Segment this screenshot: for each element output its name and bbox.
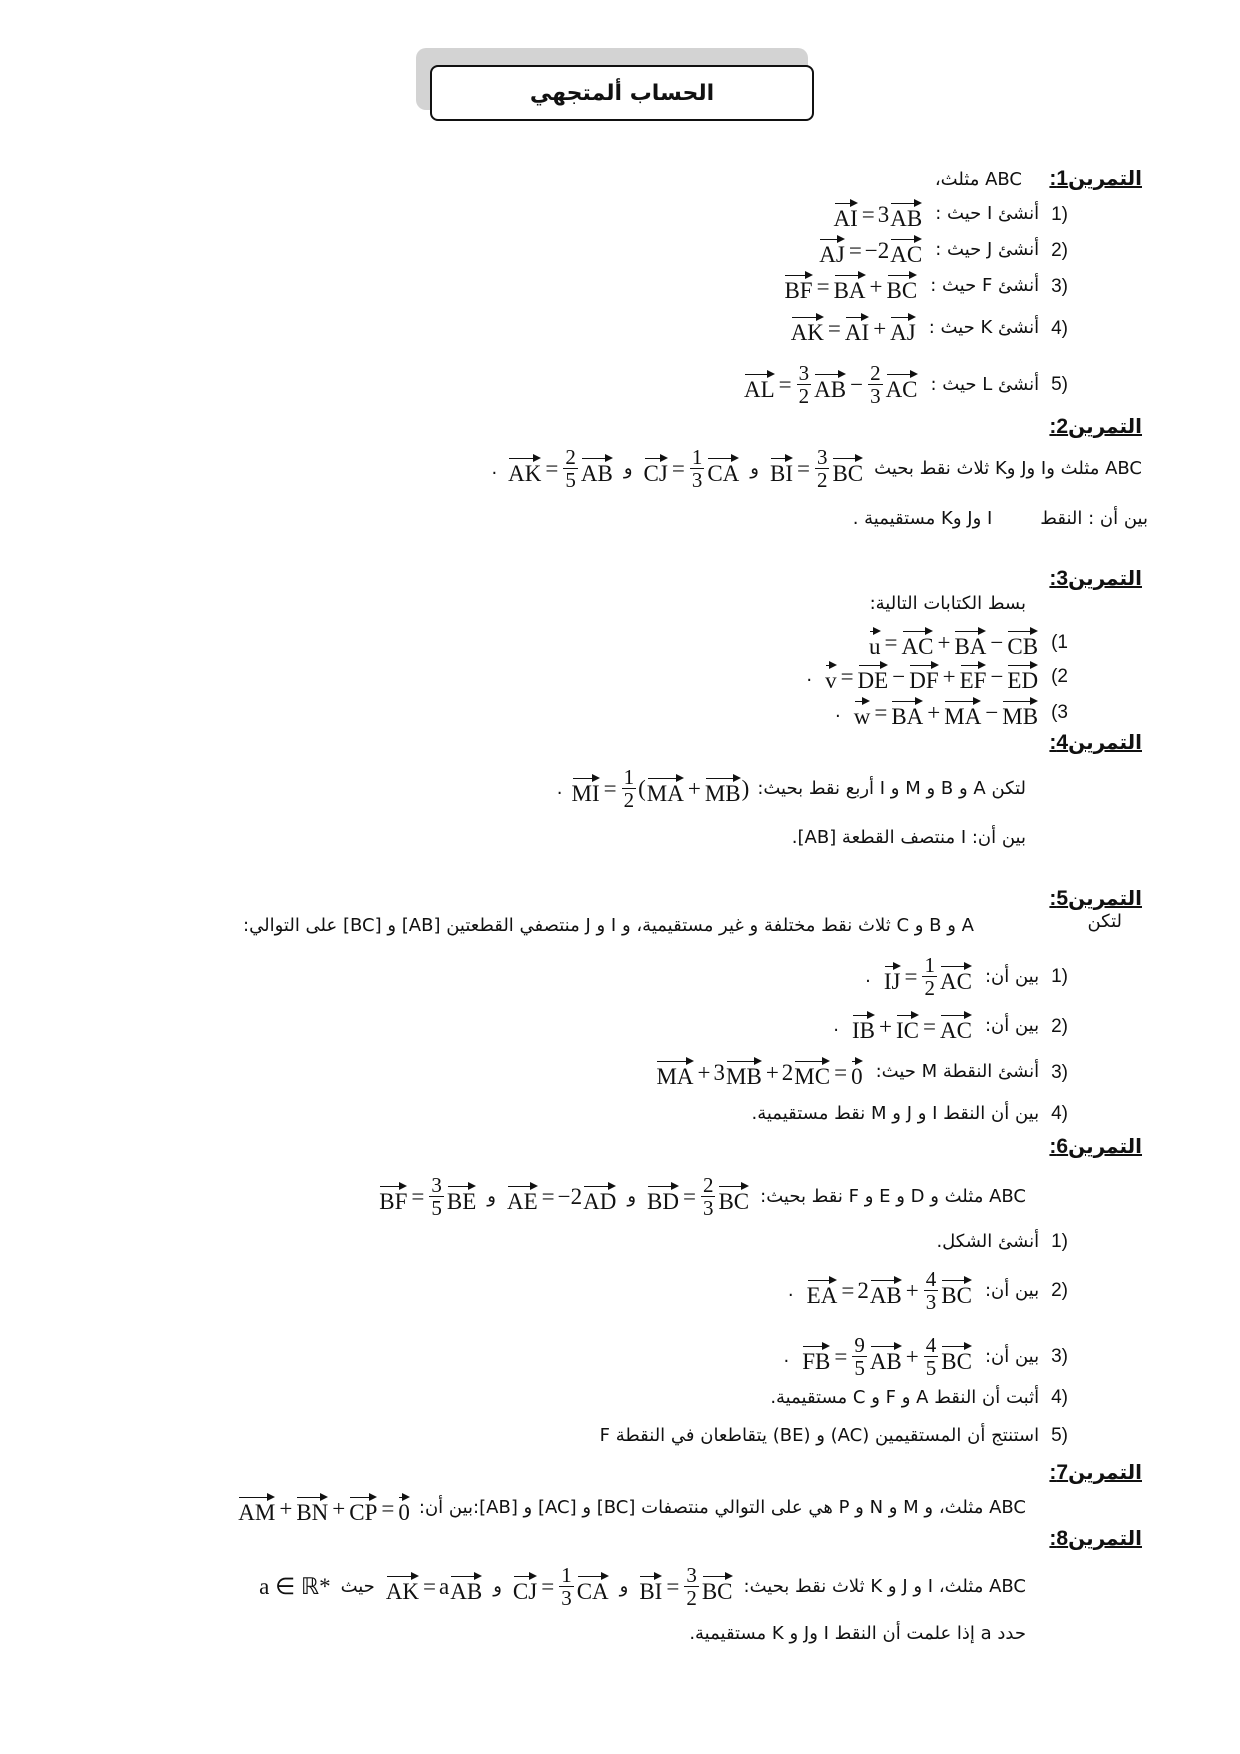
operator: = (827, 315, 841, 341)
exercise-label: التمرين (1068, 1526, 1142, 1550)
vector: DE (858, 660, 889, 692)
item-math (851, 1010, 973, 1042)
exercise-label: التمرين (1068, 566, 1142, 590)
exercise-7-heading (1049, 1460, 1142, 1485)
vector: BC (702, 1571, 733, 1603)
fraction (690, 446, 705, 491)
fraction (852, 1334, 867, 1379)
item-text: أنشئ الشكل. (936, 1230, 1040, 1252)
list-item (770, 1388, 1068, 1407)
item-number: 3) (1051, 275, 1068, 297)
operator: + (937, 629, 951, 655)
vector: AB (450, 1571, 482, 1603)
fraction (429, 1174, 444, 1219)
vector: AB (890, 198, 922, 230)
item-text: أنشئ K حيث : (928, 317, 1040, 338)
math-term: 2 (781, 1059, 794, 1085)
math-term: −2 (557, 1184, 583, 1210)
vector: MC (794, 1056, 830, 1088)
operator: = (411, 1184, 425, 1210)
operator: + (279, 1495, 293, 1521)
operator: + (942, 663, 956, 689)
ex4-math (571, 766, 750, 811)
vector: EF (960, 660, 987, 692)
ex2-math-bi (769, 446, 864, 491)
exercise-label: التمرين (1068, 730, 1142, 754)
operator: = (541, 1574, 555, 1600)
vector: MA (656, 1056, 693, 1088)
item-text: أنشئ I حيث : (935, 203, 1040, 224)
fraction (563, 446, 578, 491)
fraction-denominator: 5 (925, 1356, 937, 1381)
vector: BC (832, 453, 863, 485)
vector: AJ (890, 312, 916, 344)
ex6-math-bd (646, 1174, 750, 1219)
fraction-numerator: 3 (431, 1173, 442, 1197)
exercise-3-heading (1049, 566, 1142, 591)
item-math (655, 1056, 863, 1088)
fraction-numerator: 4 (925, 1333, 937, 1357)
ex6-math-ae (506, 1181, 617, 1213)
fraction (924, 1268, 939, 1313)
item-text: أنشئ النقطة M حيث: (875, 1061, 1040, 1082)
item-text: بين أن: (984, 1345, 1040, 1367)
operator: − (892, 663, 906, 689)
operator: + (879, 1013, 892, 1039)
vector: BA (954, 626, 986, 658)
item-text: بين أن النقط I و J و M نقط مستقيمية. (751, 1102, 1040, 1124)
item-math (743, 362, 919, 407)
item-number: (2 (1051, 665, 1068, 687)
vector: AC (886, 369, 918, 401)
ex6-math-bf (378, 1174, 477, 1219)
ex1-intro-text: ABC مثلث، (934, 169, 1022, 190)
fraction-numerator: 1 (924, 953, 935, 977)
page-title: الحساب ألمتجهي (430, 65, 814, 121)
ex4-line2-text: بين أن: I منتصف القطعة [AB]. (791, 827, 1026, 848)
item-number: 4) (1051, 1103, 1068, 1124)
item-number: 2) (1051, 1280, 1068, 1302)
ex2-and-1: و (750, 457, 759, 479)
operator: + (905, 1344, 919, 1370)
vector: AB (581, 453, 613, 485)
vector: 0 (851, 1056, 863, 1088)
item-text: أنشئ J حيث : (935, 239, 1040, 260)
vector: AC (940, 1010, 972, 1042)
list-item (865, 954, 1068, 999)
fraction-denominator: 3 (925, 1290, 937, 1315)
operator: = (778, 372, 792, 398)
exercise-2-heading (1049, 414, 1142, 439)
fraction (924, 1334, 939, 1379)
exercise-5-heading (1049, 886, 1142, 911)
fraction-numerator: 1 (561, 1563, 572, 1587)
fraction-denominator: 2 (924, 976, 935, 1001)
list-item (783, 1334, 1068, 1379)
item-math (818, 234, 923, 266)
vector: BA (891, 696, 923, 728)
vector: AB (814, 369, 846, 401)
ex8-line2 (689, 1624, 1026, 1643)
vector: IJ (884, 961, 901, 993)
ex2-line2 (853, 510, 1148, 528)
ex2-line2-a: بين أن : النقط (1040, 508, 1148, 529)
list-item (790, 312, 1068, 344)
vector: CJ (644, 453, 668, 485)
list-item (751, 1104, 1068, 1123)
operator: = (834, 1059, 848, 1085)
item-math (806, 1268, 973, 1313)
exercise-number: 6: (1049, 1135, 1069, 1158)
item-number: 5) (1051, 374, 1068, 396)
item-math (868, 626, 1039, 658)
list-item (868, 626, 1068, 658)
operator: = (666, 1574, 680, 1600)
vector: AI (834, 198, 858, 230)
fraction-numerator: 3 (816, 445, 828, 469)
ex4-line2 (792, 828, 1026, 847)
ex8-math-cj (512, 1564, 610, 1609)
exercise-number: 8: (1049, 1527, 1069, 1550)
operator: + (765, 1059, 779, 1085)
ex8-math-bi (638, 1564, 733, 1609)
operator: = (682, 1184, 696, 1210)
fraction-denominator: 3 (561, 1586, 572, 1611)
ex5-word (1087, 912, 1122, 931)
exercise-label: التمرين (1068, 414, 1142, 438)
operator: + (873, 315, 887, 341)
vector: CJ (513, 1571, 537, 1603)
item-number: 4) (1051, 317, 1068, 339)
exercise-1-heading (1049, 166, 1142, 191)
vector: BI (770, 453, 793, 485)
ex6-intro (378, 1174, 1026, 1219)
exercise-number: 4: (1049, 731, 1069, 754)
ex7-text: ABC مثلث، و M و N و P هي على التوالي منتصفات [BC] و [AC] و [AB]:بين أن: (418, 1497, 1026, 1518)
math-term: ) (741, 776, 750, 802)
ex5-word-text: لتكن (1087, 911, 1122, 932)
ex4-dot: . (556, 777, 563, 799)
item-suffix: . (865, 965, 871, 987)
ex7-line (237, 1492, 1026, 1524)
vector: BF (784, 270, 812, 302)
ex2-dot: . (491, 457, 498, 479)
list-item (818, 234, 1068, 266)
exercise-6-heading (1049, 1134, 1142, 1159)
ex8-line1 (259, 1564, 1026, 1609)
list-item (655, 1056, 1068, 1088)
vector: BD (647, 1181, 679, 1213)
fraction (922, 954, 937, 999)
fraction-denominator: 5 (431, 1196, 442, 1221)
ex7-math (237, 1492, 411, 1524)
vector: MB (705, 773, 741, 805)
operator: + (927, 699, 941, 725)
list-item (833, 198, 1068, 230)
item-math (801, 1334, 973, 1379)
ex2-math-ak (507, 446, 614, 491)
vector: BE (447, 1181, 476, 1213)
operator: = (816, 273, 830, 299)
item-math (783, 270, 918, 302)
vector: AK (386, 1571, 419, 1603)
vector: AD (583, 1181, 616, 1213)
ex8-a-set: a ∈ ℝ* (259, 1574, 331, 1600)
operator: + (697, 1059, 711, 1085)
item-suffix: . (834, 701, 841, 722)
fraction (815, 446, 830, 491)
operator: + (332, 1495, 346, 1521)
fraction (684, 1564, 699, 1609)
item-number: 2) (1051, 239, 1068, 261)
ex8-text: ABC مثلث، I و J و K ثلاث نقط بحيث: (743, 1575, 1026, 1597)
ex8-and-1: و (619, 1575, 629, 1597)
fraction (868, 362, 883, 407)
fraction-numerator: 2 (870, 361, 881, 385)
fraction-denominator: 2 (686, 1586, 697, 1611)
operator: − (985, 699, 999, 725)
vector: AL (744, 369, 775, 401)
list-item (835, 696, 1068, 728)
operator: = (381, 1495, 395, 1521)
vector: ED (1007, 660, 1038, 692)
vector: MA (944, 696, 981, 728)
vector: BA (834, 270, 866, 302)
vector: AI (845, 312, 869, 344)
vector: BC (718, 1181, 749, 1213)
operator: = (884, 629, 898, 655)
item-text: بين أن: (984, 965, 1040, 987)
ex4-line1-text: لتكن A و B و M و I أربع نقط بحيث: (757, 777, 1026, 799)
item-math (790, 312, 917, 344)
exercise-number: 1: (1049, 167, 1069, 190)
operator: = (840, 663, 854, 689)
ex1-intro (935, 170, 1022, 189)
item-suffix: . (783, 1345, 790, 1367)
ex4-line1 (557, 766, 1026, 811)
item-number: 3) (1051, 1346, 1068, 1368)
ex2-line1-text: ABC مثلث وI وJ وK ثلاث نقط بحيث (874, 457, 1142, 479)
ex6-intro-text: ABC مثلث و D و E و F نقط بحيث: (760, 1185, 1026, 1207)
ex5-intro-text: A و B و C ثلاث نقط مختلفة و غير مستقيمية، و I و J منتصفي القطعتين [AB] و [BC] على التوالي: (243, 915, 974, 936)
vector: AC (902, 626, 934, 658)
item-suffix: . (833, 1015, 840, 1036)
list-item (743, 362, 1068, 407)
math-term: −2 (864, 237, 890, 263)
vector: DF (909, 660, 938, 692)
ex2-math-cj (643, 446, 741, 491)
ex2-line2-b: I وJ وK مستقيمية . (852, 508, 993, 529)
vector: AJ (819, 234, 845, 266)
vector: CA (707, 453, 739, 485)
operator: = (423, 1574, 437, 1600)
vector: BC (941, 1341, 972, 1373)
item-math (883, 954, 973, 999)
fraction-numerator: 9 (854, 1333, 865, 1357)
vector: BF (379, 1181, 407, 1213)
item-number: 3) (1051, 1061, 1068, 1083)
ex8-math-ak (385, 1571, 483, 1603)
vector: BN (296, 1492, 328, 1524)
exercise-number: 3: (1049, 567, 1069, 590)
ex8-and-2: و (493, 1575, 502, 1597)
fraction-denominator: 2 (816, 468, 828, 493)
operator: = (545, 456, 559, 482)
fraction-numerator: 1 (623, 765, 635, 789)
vector: AB (870, 1341, 902, 1373)
operator: = (671, 456, 685, 482)
exercise-label: التمرين (1068, 886, 1142, 910)
operator: − (990, 663, 1004, 689)
item-text: بين أن: (984, 1015, 1040, 1036)
item-number: (3 (1051, 701, 1068, 723)
ex3-intro-text: بسط الكتابات التالية: (869, 593, 1026, 614)
vector: v (825, 660, 837, 692)
operator: = (861, 201, 875, 227)
item-text: بين أن: (984, 1279, 1040, 1301)
list-item (600, 1426, 1068, 1445)
fraction-denominator: 3 (691, 468, 703, 493)
vector: IC (896, 1010, 919, 1042)
vector: BC (887, 270, 918, 302)
exercise-number: 2: (1049, 415, 1069, 438)
vector: MB (726, 1056, 762, 1088)
operator: + (905, 1278, 919, 1304)
vector: u (869, 626, 881, 658)
math-term: 3 (713, 1059, 726, 1085)
ex3-intro (870, 594, 1026, 613)
fraction-numerator: 2 (702, 1173, 714, 1197)
vector: MI (572, 773, 600, 805)
vector: 0 (398, 1492, 410, 1524)
item-number: 1) (1051, 966, 1068, 988)
item-number: 1) (1051, 203, 1068, 225)
item-math (824, 660, 1039, 692)
operator: = (923, 1013, 936, 1039)
vector: FB (802, 1341, 830, 1373)
vector: AK (791, 312, 824, 344)
operator: = (834, 1344, 848, 1370)
math-term: ( (638, 776, 646, 802)
item-suffix: . (787, 1279, 794, 1301)
vector: CB (1007, 626, 1038, 658)
fraction-denominator: 2 (798, 384, 810, 409)
exercise-4-heading (1049, 730, 1142, 755)
exercise-label: التمرين (1068, 1460, 1142, 1484)
operator: = (796, 456, 810, 482)
vector: BI (639, 1571, 662, 1603)
list-item (833, 1010, 1068, 1042)
fraction-numerator: 3 (798, 361, 810, 385)
list-item (806, 660, 1068, 692)
list-item (783, 270, 1068, 302)
operator: − (850, 372, 864, 398)
operator: = (541, 1184, 555, 1210)
item-text: أثبت أن النقط A و F و C مستقيمية. (770, 1386, 1040, 1408)
vector: AC (890, 234, 922, 266)
fraction-numerator: 4 (925, 1267, 937, 1291)
fraction (559, 1564, 574, 1609)
exercise-label: التمرين (1068, 1134, 1142, 1158)
fraction-denominator: 3 (702, 1196, 714, 1221)
ex6-and-2: و (487, 1185, 496, 1207)
operator: − (990, 629, 1004, 655)
fraction (701, 1174, 716, 1219)
fraction-denominator: 2 (623, 788, 635, 813)
operator: + (869, 273, 883, 299)
ex6-and-1: و (627, 1185, 637, 1207)
operator: = (848, 237, 862, 263)
operator: + (687, 776, 701, 802)
fraction-numerator: 2 (565, 445, 576, 469)
vector: MA (647, 773, 684, 805)
operator: = (841, 1278, 855, 1304)
exercise-label: التمرين (1068, 166, 1142, 190)
list-item (936, 1232, 1068, 1251)
vector: AK (508, 453, 541, 485)
title-frame (420, 52, 824, 122)
operator: = (874, 699, 888, 725)
vector: w (854, 696, 871, 728)
vector: AB (870, 1275, 902, 1307)
fraction-denominator: 5 (565, 468, 576, 493)
item-number: (1 (1051, 631, 1068, 653)
item-number: 1) (1051, 1231, 1068, 1252)
fraction (797, 362, 812, 407)
math-term: 2 (857, 1278, 869, 1304)
item-number: 2) (1051, 1015, 1068, 1037)
list-item (788, 1268, 1068, 1313)
operator: = (904, 964, 918, 990)
exercise-number: 7: (1049, 1461, 1069, 1484)
item-math (853, 696, 1039, 728)
fraction-denominator: 5 (854, 1356, 865, 1381)
item-text: استنتج أن المستقيمين (AC) و (BE) يتقاطعان في النقطة F (599, 1424, 1040, 1446)
vector: CP (349, 1492, 377, 1524)
item-suffix: . (806, 665, 813, 686)
fraction-numerator: 3 (686, 1563, 697, 1587)
ex5-intro (243, 916, 974, 935)
fraction-numerator: 1 (691, 445, 703, 469)
vector: MB (1002, 696, 1038, 728)
item-number: 4) (1051, 1387, 1068, 1408)
fraction-denominator: 3 (870, 384, 881, 409)
math-term: 3 (877, 201, 890, 227)
vector: BC (941, 1275, 972, 1307)
vector: AC (940, 961, 972, 993)
operator: = (603, 776, 617, 802)
ex2-and-2: و (623, 457, 633, 479)
exercise-8-heading (1049, 1526, 1142, 1551)
ex8-line2-text: حدد a إذا علمت أن النقط I وJ و K مستقيمية. (689, 1623, 1026, 1644)
math-term: a (439, 1574, 450, 1600)
vector: EA (807, 1275, 838, 1307)
item-math (833, 198, 924, 230)
ex2-line1 (491, 446, 1142, 491)
vector: CA (577, 1571, 609, 1603)
vector: AE (507, 1181, 538, 1213)
item-text: أنشئ F حيث : (930, 275, 1040, 296)
fraction (622, 766, 637, 811)
vector: IB (852, 1010, 875, 1042)
ex8-where: حيث (340, 1575, 375, 1597)
item-number: 5) (1051, 1425, 1068, 1446)
item-text: أنشئ L حيث : (930, 373, 1040, 395)
exercise-number: 5: (1049, 887, 1069, 910)
vector: AM (238, 1492, 275, 1524)
